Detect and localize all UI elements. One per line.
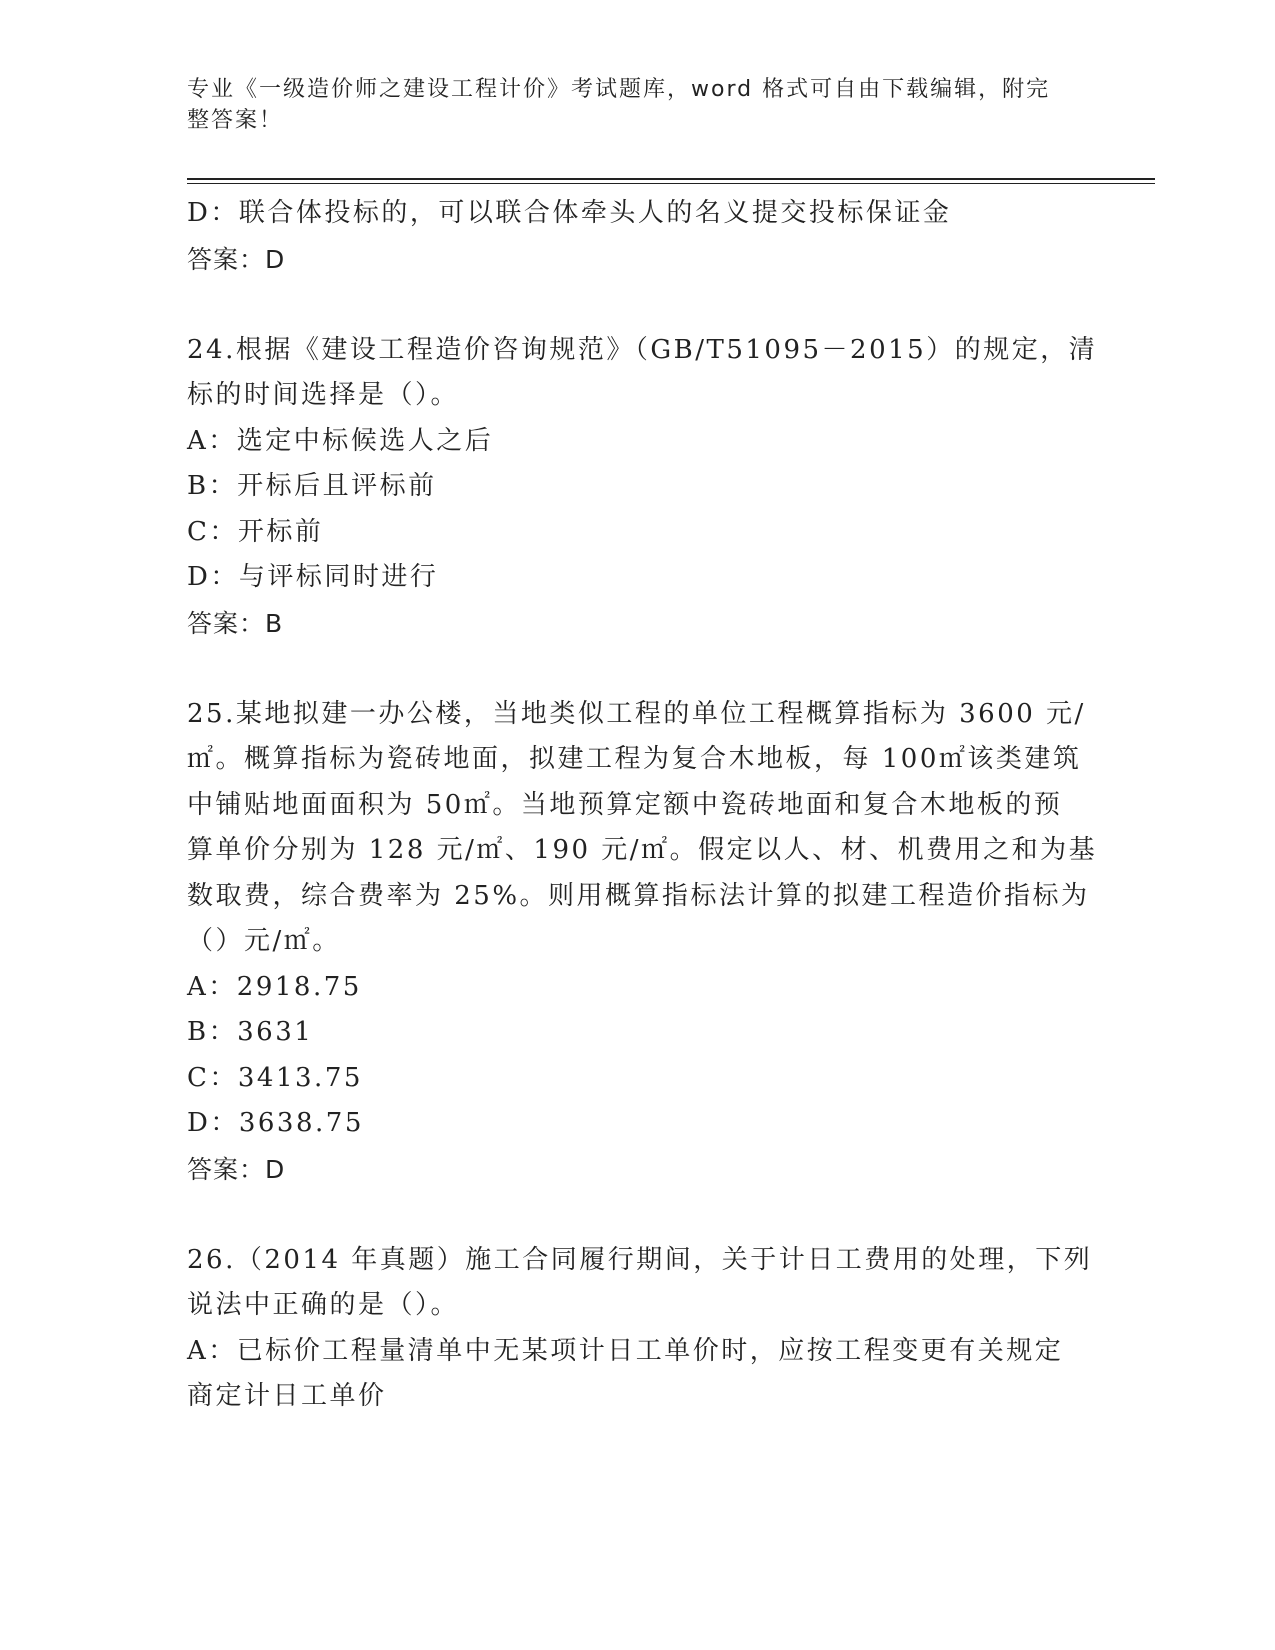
question-24 bbox=[187, 328, 1098, 647]
question-25-option-c: C：3413.75 bbox=[187, 1062, 363, 1093]
question-26-stem-line-1: 26.（2014 年真题）施工合同履行期间，关于计日工费用的处理，下列 bbox=[187, 1244, 1093, 1275]
spacer bbox=[187, 1192, 1087, 1238]
header-divider-thin bbox=[187, 183, 1155, 184]
question-24-option-d: D：与评标同时进行 bbox=[187, 562, 439, 592]
header-line-1: 专业《一级造价师之建设工程计价》考试题库，word 格式可自由下载编辑，附完 bbox=[187, 77, 1051, 102]
question-26-option-a-line-1: A：已标价工程量清单中无某项计日工单价时，应按工程变更有关规定 bbox=[187, 1335, 1064, 1366]
question-25-stem-line-2: ㎡。概算指标为瓷砖地面，拟建工程为复合木地板，每 100㎡该类建筑 bbox=[187, 744, 1082, 774]
header-divider-thick bbox=[187, 178, 1155, 180]
question-25-stem-line-4: 算单价分别为 128 元/㎡、190 元/㎡。假定以人、材、机费用之和为基 bbox=[187, 835, 1098, 865]
spacer bbox=[187, 282, 1087, 328]
question-23-option-d: D：联合体投标的，可以联合体牵头人的名义提交投标保证金 bbox=[187, 198, 952, 228]
question-25-stem-line-1: 25.某地拟建一办公楼，当地类似工程的单位工程概算指标为 3600 元/ bbox=[187, 698, 1086, 729]
page-header bbox=[187, 74, 1067, 136]
question-25-stem-line-6: （）元/㎡。 bbox=[187, 926, 341, 956]
question-26 bbox=[187, 1238, 1093, 1420]
question-24-answer: 答案：B bbox=[187, 608, 284, 638]
question-25-option-a: A：2918.75 bbox=[187, 971, 362, 1002]
question-24-option-b: B：开标后且评标前 bbox=[187, 471, 437, 501]
header-line-2: 整答案！ bbox=[187, 108, 284, 133]
spacer bbox=[187, 646, 1087, 692]
question-25-stem-line-5: 数取费，综合费率为 25%。则用概算指标法计算的拟建工程造价指标为 bbox=[187, 880, 1090, 911]
question-24-stem-line-2: 标的时间选择是（）。 bbox=[187, 380, 460, 410]
question-26-stem-line-2: 说法中正确的是（）。 bbox=[187, 1290, 460, 1320]
question-25-option-b: B：3631 bbox=[187, 1017, 314, 1047]
question-list bbox=[187, 191, 1098, 1420]
question-24-option-c: C：开标前 bbox=[187, 516, 324, 547]
question-25 bbox=[187, 692, 1098, 1193]
question-23-tail bbox=[187, 191, 1087, 282]
question-24-stem-line-1: 24.根据《建设工程造价咨询规范》（GB/T51095－2015）的规定，清 bbox=[187, 334, 1098, 365]
question-24-option-a: A：选定中标候选人之后 bbox=[187, 425, 494, 456]
question-25-stem-line-3: 中铺贴地面面积为 50㎡。当地预算定额中瓷砖地面和复合木地板的预 bbox=[187, 789, 1063, 820]
question-23-answer: 答案：D bbox=[187, 244, 286, 274]
question-26-option-a-line-2: 商定计日工单价 bbox=[187, 1381, 387, 1411]
question-25-option-d: D：3638.75 bbox=[187, 1108, 364, 1138]
question-25-answer: 答案：D bbox=[187, 1154, 286, 1184]
